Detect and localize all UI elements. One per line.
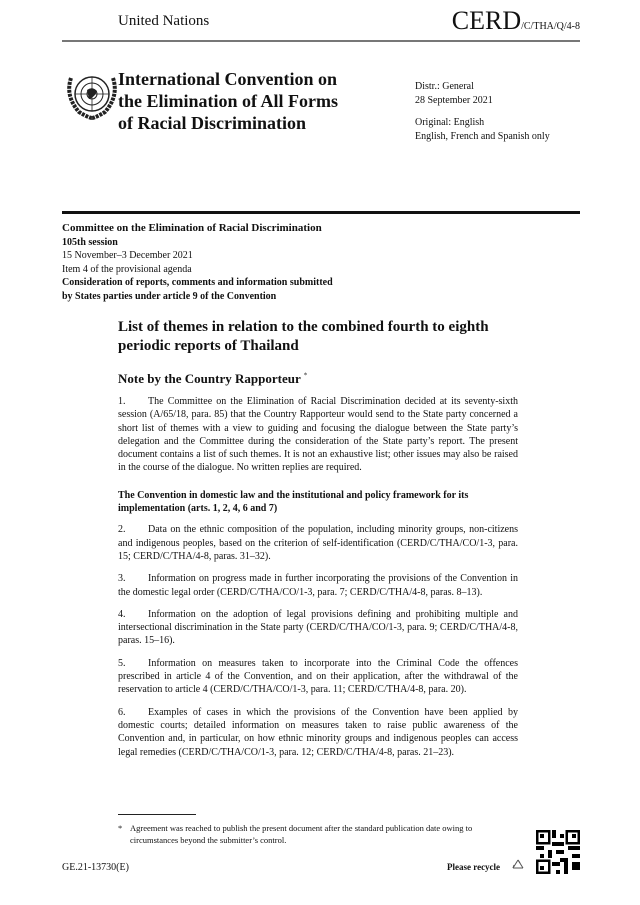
paragraph-text: The Committee on the Elimination of Racial Discrimination decided at its seventy-sixth session (A/65/18, para. 85) that the Country Rapporteur would send to the State party concerned a short list of themes with a view to guiding and focusing the dialogue between the State party’s delegation and the Committee during the consideration of the State party’s report. The present document contains a list of such themes. It is not an exhaustive list; other issues may also be raised in the course of the dialogue. No written replies are required. bbox=[118, 396, 518, 474]
paragraph-number: 3. bbox=[118, 573, 126, 585]
distribution-info bbox=[415, 80, 493, 108]
title-line: of Racial Discrimination bbox=[118, 113, 306, 133]
paragraph-number: 5. bbox=[118, 657, 126, 669]
agenda-title: by States parties under article 9 of the Convention bbox=[62, 290, 277, 302]
symbol-main: CERD bbox=[451, 6, 522, 35]
symbol-rest: /C/THA/Q/4-8 bbox=[521, 21, 580, 32]
language-info bbox=[415, 116, 550, 144]
recycle-icon bbox=[508, 854, 528, 874]
recycle-label: Please recycle bbox=[447, 862, 501, 872]
document-title: List of themes in relation to the combined fourth to eighth periodic reports of Thailand bbox=[118, 319, 489, 354]
footnote-divider bbox=[118, 814, 196, 815]
agenda-title: Consideration of reports, comments and information submitted bbox=[62, 277, 333, 288]
section-divider bbox=[62, 211, 580, 214]
footnote-marker: * bbox=[303, 371, 308, 380]
paragraph-number: 6. bbox=[118, 706, 126, 718]
paragraph-number: 2. bbox=[118, 524, 126, 536]
footnote-text: Agreement was reached to publish the present document after the standard publication date owing to circumstances beyond the submitter’s control. bbox=[130, 823, 473, 845]
job-number: GE.21-13730(E) bbox=[62, 862, 129, 873]
paragraph-text: Information on the adoption of legal provisions defining and prohibiting multiple and intersectional discrimination in the State party (CERD/C/THA/CO/1-3, para. 9; CERD/C/THA/4-8, paras. 15–16). bbox=[118, 608, 518, 647]
document-body bbox=[118, 395, 518, 768]
note-heading-text: Note by the Country Rapporteur bbox=[118, 371, 301, 386]
paragraph-text: Information on progress made in further incorporating the provisions of the Convention in the domestic legal order (CERD/C/THA/CO/1-3, para. 7; CERD/C/THA/4-8, paras. 8–13). bbox=[118, 573, 518, 598]
section-heading: The Convention in domestic law and the institutional and policy framework for its implementation (arts. 1, 2, 4, 6 and 7) bbox=[118, 489, 469, 515]
languages: English, French and Spanish only bbox=[415, 131, 550, 142]
paragraph bbox=[118, 523, 518, 563]
original-language: Original: English bbox=[415, 117, 485, 128]
session: 105th session bbox=[62, 236, 118, 248]
agenda-item: Item 4 of the provisional agenda bbox=[62, 263, 192, 275]
paragraph-number: 1. bbox=[118, 396, 126, 407]
document-symbol bbox=[452, 6, 580, 36]
footnote-marker: * bbox=[118, 823, 123, 833]
session-dates: 15 November–3 December 2021 bbox=[62, 250, 193, 261]
note-heading bbox=[118, 371, 307, 387]
paragraph-number: 4. bbox=[118, 608, 126, 620]
paragraph bbox=[118, 572, 518, 599]
org-name: United Nations bbox=[118, 13, 210, 29]
un-emblem-icon bbox=[63, 68, 121, 122]
title-line: the Elimination of All Forms bbox=[118, 91, 338, 111]
header-divider bbox=[62, 40, 580, 42]
paragraph-text: Information on measures taken to incorporate into the Criminal Code the offences prescribed in article 4 of the Convention, and on their application, after the withdrawal of the reservation to article 4 (CERD/C/THA/CO/1-3, para. 11; CERD/C/THA/4-8, para. 20). bbox=[118, 657, 518, 696]
paragraph-text: Examples of cases in which the provisions of the Convention have been applied by domestic courts; detailed information on measures taken to raise public awareness of the Convention and, in particular, on how ethnic minority groups and indigenous peoples can access legal remedies (CERD/C/THA/CO/1-3, para. 12; CERD/C/THA/4-8, paras. 21–23). bbox=[118, 706, 518, 758]
convention-title bbox=[118, 68, 338, 134]
issue-date: 28 September 2021 bbox=[415, 95, 493, 106]
distr-label: Distr.: General bbox=[415, 81, 474, 92]
committee-block bbox=[62, 222, 333, 303]
title-line: International Convention on bbox=[118, 69, 338, 89]
paragraph-text: Data on the ethnic composition of the population, including minority groups, non-citizens and indigenous peoples, based on the criterion of self-identification (CERD/C/THA/CO/1-3, para. 15; CERD/C/THA/4-8, paras. 31–32). bbox=[118, 524, 518, 562]
footnote bbox=[118, 822, 518, 846]
paragraph bbox=[118, 657, 518, 697]
qr-code-icon bbox=[536, 830, 580, 874]
paragraph bbox=[118, 395, 518, 475]
committee-name: Committee on the Elimination of Racial Discrimination bbox=[62, 222, 322, 234]
paragraph bbox=[118, 608, 518, 648]
paragraph bbox=[118, 706, 518, 759]
